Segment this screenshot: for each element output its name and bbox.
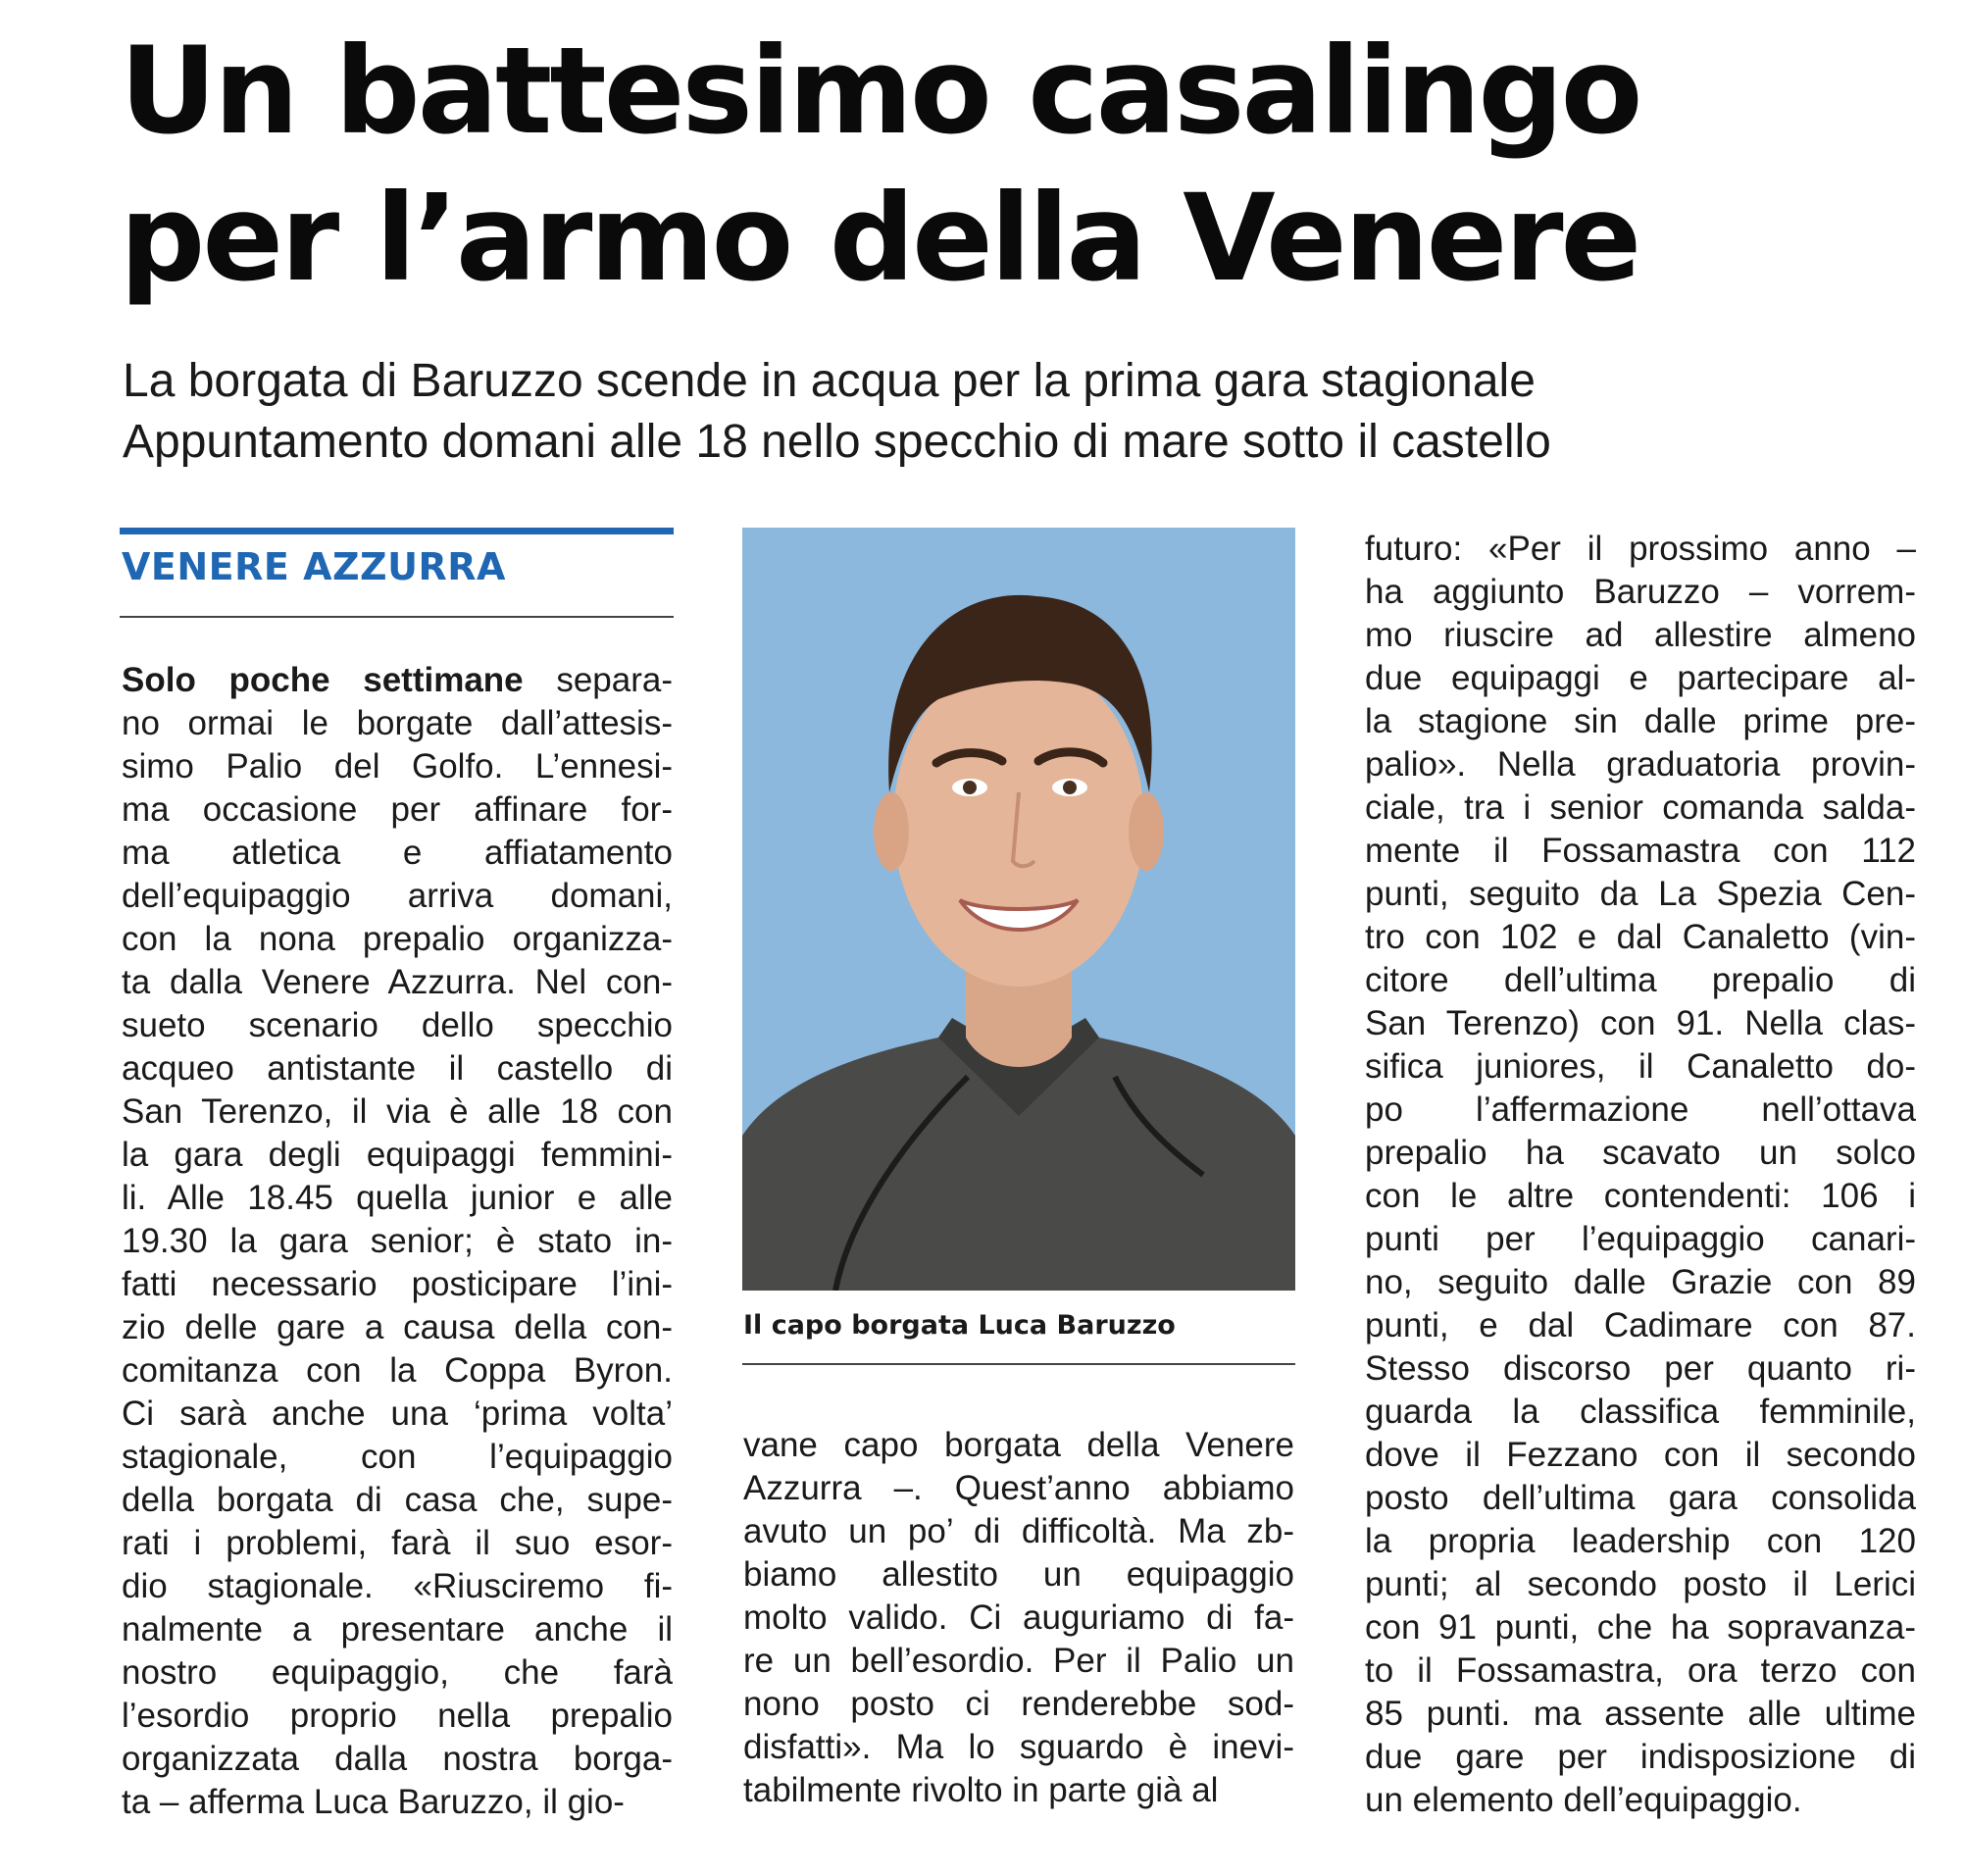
rubric-divider [120,616,674,618]
article-column-3 [1365,528,1916,1822]
article-line: due gare per indisposizione di [1365,1738,1916,1776]
article-line: punti, e dal Cadimare con 87. [1365,1306,1916,1344]
article-line: palio». Nella graduatoria provin- [1365,745,1916,784]
article-line: due equipaggi e partecipare al- [1365,659,1916,697]
article-column-1 [122,659,673,1824]
article-line: mo riuscire ad allestire almeno [1365,616,1916,654]
article-line: la propria leadership con 120 [1365,1522,1916,1560]
article-line: acqueo antistante il castello di [122,1049,673,1088]
article-line: to il Fossamastra, ora terzo con [1365,1651,1916,1690]
subheadline-line: Appuntamento domani alle 18 nello specchio di mare sotto il castello [123,416,1551,468]
article-line: prepalio ha scavato un solco [1365,1134,1916,1172]
article-line: vane capo borgata della Venere [743,1426,1294,1464]
article-line: 19.30 la gara senior; è stato in- [122,1222,673,1260]
article-line: ma occasione per affinare for- [122,790,673,829]
article-line: punti; al secondo posto il Lerici [1365,1565,1916,1603]
article-line: biamo allestito un equipaggio [743,1555,1294,1594]
article-line: sueto scenario dello specchio [122,1006,673,1044]
article-line: nono posto ci renderebbe sod- [743,1685,1294,1723]
portrait-photo [742,528,1295,1291]
caption-divider [742,1363,1295,1365]
article-line: rati i problemi, farà il suo esor- [122,1524,673,1562]
article-line: no ormai le borgate dall’attesis- [122,704,673,742]
article-line: citore dell’ultima prepalio di [1365,961,1916,999]
rubric-label: VENERE AZZURRA [122,545,506,588]
article-line: dio stagionale. «Riusciremo fi- [122,1567,673,1605]
article-line: futuro: «Per il prossimo anno – [1365,530,1916,568]
article-line: dove il Fezzano con il secondo [1365,1436,1916,1474]
article-line: posto dell’ultima gara consolida [1365,1479,1916,1517]
article-line: no, seguito dalle Grazie con 89 [1365,1263,1916,1301]
article-line: Stesso discorso per quanto ri- [1365,1349,1916,1388]
article-first-line [122,659,673,702]
subheadline [123,351,1946,473]
article-line: Azzurra –. Quest’anno abbiamo [743,1469,1294,1507]
article-line: stagionale, con l’equipaggio [122,1438,673,1476]
headline [120,18,1943,312]
article-line: guarda la classifica femminile, [1365,1393,1916,1431]
article-line: con le altre contendenti: 106 i [1365,1177,1916,1215]
article-column-2 [743,1424,1294,1812]
article-line: ta dalla Venere Azzurra. Nel con- [122,963,673,1001]
article-line: nalmente a presentare anche il [122,1610,673,1648]
article-line: ciale, tra i senior comanda salda- [1365,788,1916,827]
article-line: l’esordio proprio nella prepalio [122,1697,673,1735]
article-first-line-rest: separa- [556,661,673,699]
article-line: re un bell’esordio. Per il Palio un [743,1642,1294,1680]
article-line: San Terenzo, il via è alle 18 con [122,1092,673,1131]
article-lead: Solo poche settimane [122,661,524,699]
article-line: comitanza con la Coppa Byron. [122,1351,673,1390]
article-line: nostro equipaggio, che farà [122,1653,673,1692]
article-line: simo Palio del Golfo. L’ennesi- [122,747,673,786]
article-line: della borgata di casa che, supe- [122,1481,673,1519]
article-line: molto valido. Ci auguriamo di fa- [743,1598,1294,1637]
article-line: la gara degli equipaggi femmini- [122,1136,673,1174]
article-line: San Terenzo) con 91. Nella clas- [1365,1004,1916,1042]
article-line: la stagione sin dalle prime pre- [1365,702,1916,740]
article-line: un elemento dell’equipaggio. [1365,1781,1802,1819]
article-line: tro con 102 e dal Canaletto (vin- [1365,918,1916,956]
headline-line: Un battesimo casalingo [120,22,1640,161]
article-line: Ci sarà anche una ‘prima volta’ [122,1394,673,1433]
article-line: ha aggiunto Baruzzo – vorrem- [1365,573,1916,611]
article-line: disfatti». Ma lo sguardo è inevi- [743,1728,1294,1766]
article-line: 85 punti. ma assente alle ultime [1365,1695,1916,1733]
article-line: mente il Fossamastra con 112 [1365,832,1916,870]
article-line: dell’equipaggio arriva domani, [122,877,673,915]
article-line: li. Alle 18.45 quella junior e alle [122,1179,673,1217]
article-line: ma atletica e affiatamento [122,834,673,872]
article-line: po l’affermazione nell’ottava [1365,1090,1916,1129]
article-line: organizzata dalla nostra borga- [122,1740,673,1778]
article-line: con 91 punti, che ha sopravanza- [1365,1608,1916,1647]
article-line: punti, seguito da La Spezia Cen- [1365,875,1916,913]
article-line: punti per l’equipaggio canari- [1365,1220,1916,1258]
photo-caption: Il capo borgata Luca Baruzzo [743,1310,1176,1341]
article-line: ta – afferma Luca Baruzzo, il gio- [122,1783,625,1821]
article-line: fatti necessario posticipare l’ini- [122,1265,673,1303]
article-line: sifica juniores, il Canaletto do- [1365,1047,1916,1086]
article-line: avuto un po’ di difficoltà. Ma zb- [743,1512,1294,1550]
portrait-illustration [742,528,1295,1291]
rubric-accent-bar [120,528,674,534]
article-line: con la nona prepalio organizza- [122,920,673,958]
article-line: zio delle gare a causa della con- [122,1308,673,1346]
headline-line: per l’armo della Venere [120,169,1639,308]
article-line: tabilmente rivolto in parte già al [743,1771,1219,1809]
subheadline-line: La borgata di Baruzzo scende in acqua per la prima gara stagionale [123,355,1536,407]
